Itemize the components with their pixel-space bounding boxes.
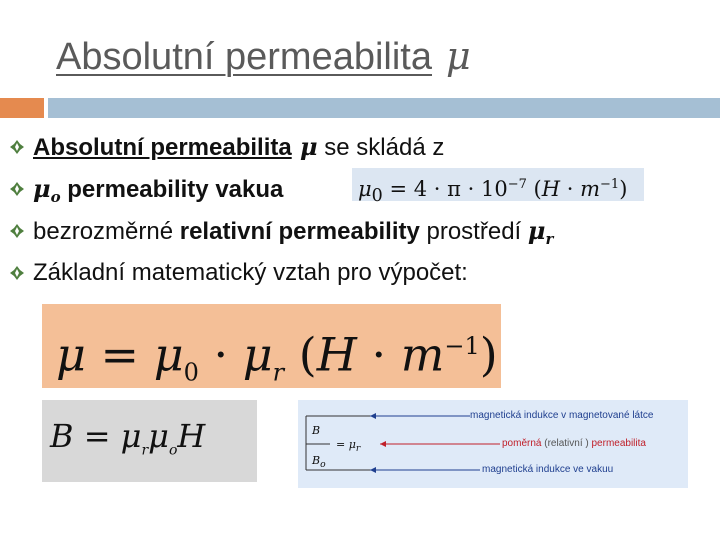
formula-sub: 0 xyxy=(183,358,199,387)
formula-unit-exp: −1 xyxy=(444,332,480,360)
diagram-label-top: magnetická indukce v magnetované látce xyxy=(470,410,654,421)
formula-paren: ( xyxy=(284,327,317,382)
formula-mu: μ xyxy=(358,177,372,201)
diamond-bullet-icon xyxy=(10,172,26,206)
formula-eq: = xyxy=(85,327,154,382)
bullet-text xyxy=(33,172,283,214)
formula-paren: ) xyxy=(479,327,498,382)
formula-h: H xyxy=(177,417,206,455)
bullet-rest: prostředí xyxy=(419,218,528,245)
main-formula xyxy=(56,312,498,407)
induction-formula xyxy=(50,414,205,472)
diagram-b0-text: B xyxy=(312,454,321,467)
bullet-term: Absolutní permeabilita xyxy=(33,134,292,161)
formula-mu0: μ xyxy=(153,327,184,382)
main-formula-box xyxy=(42,304,501,388)
formula-unit-exp: −1 xyxy=(600,177,620,192)
bullet-term: relativní permeability xyxy=(179,218,420,245)
formula-unit-h: H xyxy=(316,327,357,382)
formula-unit-m: m xyxy=(400,327,445,382)
diagram-label-gray: (relativní ) xyxy=(541,438,592,449)
formula-b: B xyxy=(50,417,74,455)
diagram-b0 xyxy=(312,454,326,470)
mu-symbol: μ xyxy=(527,216,546,245)
formula-unit-m: m xyxy=(580,177,601,201)
diamond-bullet-icon xyxy=(10,214,26,248)
mu-symbol: μ xyxy=(33,174,51,203)
formula-mu: μ xyxy=(56,327,86,382)
diagram-eq xyxy=(336,438,360,454)
formula-mu: μ xyxy=(120,417,142,455)
formula-dot: · xyxy=(198,327,243,382)
bullet-text: Základní matematický vztah pro výpočet: xyxy=(33,259,468,286)
diagram-label-bottom: magnetická indukce ve vakuu xyxy=(482,464,614,475)
slide-title xyxy=(56,34,471,79)
formula-paren: ( xyxy=(526,177,542,201)
bullet-text xyxy=(33,130,444,165)
bullet-lead: bezrozměrné xyxy=(33,218,180,245)
formula-sub: 0 xyxy=(371,186,383,207)
formula-mur: μ xyxy=(242,327,273,382)
diamond-bullet-icon xyxy=(10,130,26,164)
formula-exp: −7 xyxy=(507,177,527,192)
diagram-b: B xyxy=(312,424,321,437)
formula-eq: = xyxy=(73,417,121,455)
vacuum-permeability-formula xyxy=(352,168,644,207)
formula-sub: r xyxy=(141,442,149,459)
formula-body: = 4 · π · 10 xyxy=(382,177,508,201)
formula-unit-h: H xyxy=(541,177,561,201)
mu-symbol: μ xyxy=(291,132,318,161)
mu-subscript: r xyxy=(545,230,554,248)
diamond-bullet-icon xyxy=(10,256,26,290)
formula-mu: μ xyxy=(148,417,169,455)
bullet-term: permeability vakua xyxy=(60,176,284,203)
formula-sub: o xyxy=(168,442,178,459)
formula-dot: · xyxy=(560,177,581,201)
formula-paren: ) xyxy=(619,177,628,201)
title-symbol: μ xyxy=(446,34,471,78)
bullet-text xyxy=(33,214,553,256)
accent-bar-blue xyxy=(48,98,720,118)
diagram-sub: o xyxy=(320,459,326,471)
diagram-eq-text: = μ xyxy=(336,438,356,451)
diagram-label-red: poměrná xyxy=(502,438,542,449)
diagram-label-middle xyxy=(502,438,646,449)
bullet-rest: se skládá z xyxy=(317,134,445,161)
formula-dot: · xyxy=(356,327,401,382)
induction-formula-box xyxy=(42,400,257,482)
formula-sub: r xyxy=(272,358,285,387)
title-text: Absolutní permeabilita xyxy=(56,36,432,78)
accent-bar-orange xyxy=(0,98,44,118)
mu-subscript: o xyxy=(50,188,61,206)
diagram-sub: r xyxy=(355,443,361,455)
permeability-diagram xyxy=(298,400,688,488)
diagram-label-red: permeabilita xyxy=(591,438,646,449)
